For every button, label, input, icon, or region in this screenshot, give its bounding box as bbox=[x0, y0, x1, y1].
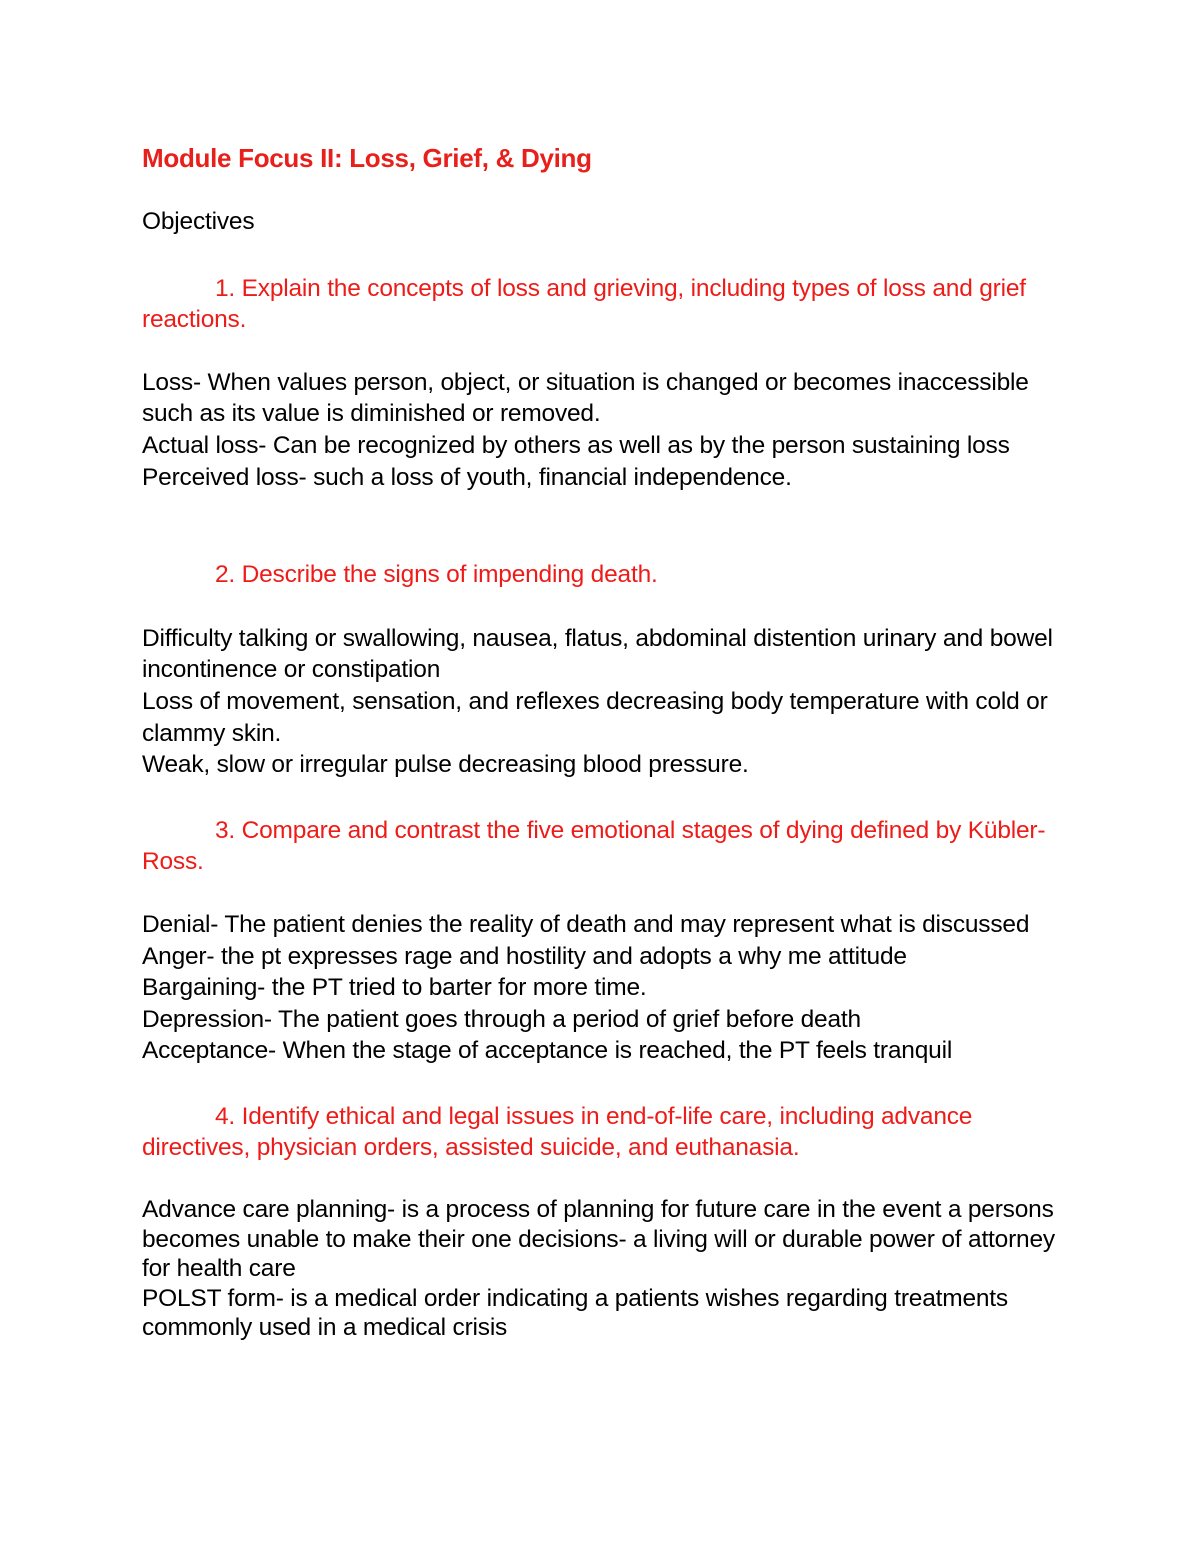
note-line: Difficulty talking or swallowing, nausea, flatus, abdominal distention urinary and bowel incontinence or constipation bbox=[142, 624, 1053, 684]
note-line: POLST form- is a medical order indicating a patients wishes regarding treatments commonly used in a medical crisis bbox=[142, 1284, 1008, 1342]
objective-section-2 bbox=[142, 559, 1062, 781]
note-line: Acceptance- When the stage of acceptance is reached, the PT feels tranquil bbox=[142, 1037, 953, 1065]
note-line: Loss of movement, sensation, and reflexes decreasing body temperature with cold or clammy skin. bbox=[142, 687, 1048, 747]
objectives-heading: Objectives bbox=[142, 208, 255, 235]
objective-notes-1 bbox=[142, 367, 1062, 493]
objective-notes-2 bbox=[142, 623, 1062, 781]
note-line: Denial- The patient denies the reality of death and may represent what is discussed bbox=[142, 910, 1030, 938]
objective-heading-3: 3. Compare and contrast the five emotional stages of dying defined by Kübler-Ross. bbox=[142, 816, 1046, 876]
note-line: Perceived loss- such a loss of youth, financial independence. bbox=[142, 463, 792, 491]
objective-notes-3 bbox=[142, 909, 1062, 1067]
objective-heading-4: 4. Identify ethical and legal issues in end-of-life care, including advance directives, physician orders, assisted suicide, and euthanasia. bbox=[142, 1102, 973, 1162]
note-line: Depression- The patient goes through a period of grief before death bbox=[142, 1005, 861, 1033]
objective-heading-1: 1. Explain the concepts of loss and grieving, including types of loss and grief reactions. bbox=[142, 274, 1026, 334]
document-page bbox=[142, 138, 1062, 1343]
objective-heading-2: 2. Describe the signs of impending death. bbox=[215, 561, 658, 589]
note-line: Anger- the pt expresses rage and hostility and adopts a why me attitude bbox=[142, 942, 907, 970]
note-line: Advance care planning- is a process of planning for future care in the event a persons becomes unable to make their one decisions- a living will or durable power of attorney for health care bbox=[142, 1196, 1055, 1283]
note-line: Loss- When values person, object, or situation is changed or becomes inaccessible such as its value is diminished or removed. bbox=[142, 368, 1029, 428]
note-line: Bargaining- the PT tried to barter for more time. bbox=[142, 974, 647, 1002]
objective-section-1 bbox=[142, 273, 1062, 494]
note-line: Weak, slow or irregular pulse decreasing blood pressure. bbox=[142, 751, 749, 779]
objective-notes-4 bbox=[142, 1195, 1062, 1343]
objective-section-4 bbox=[142, 1101, 1062, 1343]
objective-section-3 bbox=[142, 815, 1062, 1067]
document-title: Module Focus II: Loss, Grief, & Dying bbox=[142, 143, 592, 173]
note-line: Actual loss- Can be recognized by others as well as by the person sustaining loss bbox=[142, 431, 1010, 459]
